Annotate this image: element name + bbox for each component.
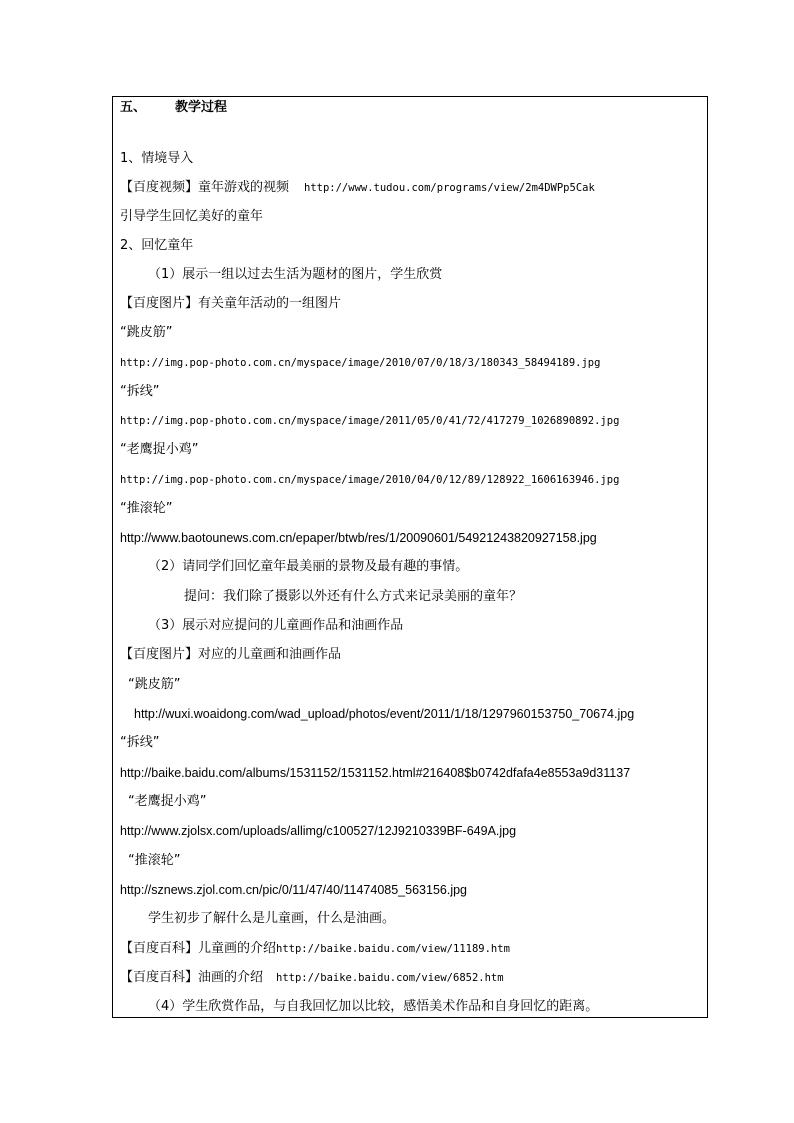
image-caption: “推滚轮” xyxy=(120,501,173,516)
image-url[interactable]: http://baike.baidu.com/albums/1531152/1531152.html#216408$b0742dfafa4e8553a9d31137 xyxy=(120,766,631,780)
sub-step-4: （4）学生欣赏作品，与自我回忆加以比较，感悟美术作品和自身回忆的距离。 xyxy=(148,999,599,1014)
image-url[interactable]: http://wuxi.woaidong.com/wad_upload/photos/event/2011/1/18/1297960153750_70674.jpg xyxy=(134,707,635,721)
section-title: 教学过程 xyxy=(175,100,228,115)
question-text: 提问：我们除了摄影以外还有什么方式来记录美丽的童年？ xyxy=(184,589,523,604)
resource-label: 【百度百科】儿童画的介绍 xyxy=(120,941,277,956)
image-url[interactable]: http://img.pop-photo.com.cn/myspace/image/2010/07/0/18/3/180343_58494189.jpg xyxy=(120,357,601,369)
content-table-cell xyxy=(112,96,708,1018)
step-heading-1: 1、情境导入 xyxy=(120,151,194,166)
image-caption: “推滚轮” xyxy=(128,853,181,868)
step-heading-2: 2、回忆童年 xyxy=(120,238,194,253)
image-caption: “拆线” xyxy=(120,735,160,750)
image-caption: “老鹰捉小鸡” xyxy=(120,442,199,457)
resource-label: 【百度百科】油画的介绍 xyxy=(120,970,264,985)
resource-label: 【百度视频】童年游戏的视频 xyxy=(120,180,290,195)
text-line: 学生初步了解什么是儿童画，什么是油画。 xyxy=(148,911,396,926)
resource-url[interactable]: http://baike.baidu.com/view/6852.htm xyxy=(276,972,504,984)
text-line: 引导学生回忆美好的童年 xyxy=(120,209,264,224)
image-caption: “跳皮筋” xyxy=(120,325,173,340)
resource-label: 【百度图片】对应的儿童画和油画作品 xyxy=(120,647,342,662)
image-url[interactable]: http://www.baotounews.com.cn/epaper/btwb/res/1/20090601/54921243820927158.jpg xyxy=(120,531,597,545)
image-url[interactable]: http://img.pop-photo.com.cn/myspace/image/2010/04/0/12/89/128922_1606163946.jpg xyxy=(120,474,620,486)
resource-url[interactable]: http://www.tudou.com/programs/view/2m4DWPp5Cak xyxy=(304,182,595,194)
sub-step-1: （1）展示一组以过去生活为题材的图片，学生欣赏 xyxy=(148,267,443,282)
image-caption: “老鹰捉小鸡” xyxy=(128,794,207,809)
sub-step-3: （3）展示对应提问的儿童画作品和油画作品 xyxy=(148,618,404,633)
image-url[interactable]: http://img.pop-photo.com.cn/myspace/image/2011/05/0/41/72/417279_1026890892.jpg xyxy=(120,415,620,427)
image-caption: “拆线” xyxy=(120,384,160,399)
resource-label: 【百度图片】有关童年活动的一组图片 xyxy=(120,296,342,311)
image-url[interactable]: http://sznews.zjol.com.cn/pic/0/11/47/40/11474085_563156.jpg xyxy=(120,883,467,897)
image-caption: “跳皮筋” xyxy=(128,677,181,692)
resource-url[interactable]: http://baike.baidu.com/view/11189.htm xyxy=(276,943,510,955)
image-url[interactable]: http://www.zjolsx.com/uploads/allimg/c100527/12J9210339BF-649A.jpg xyxy=(120,824,517,838)
section-number: 五、 xyxy=(120,100,147,115)
sub-step-2: （2）请同学们回忆童年最美丽的景物及最有趣的事情。 xyxy=(148,559,469,574)
